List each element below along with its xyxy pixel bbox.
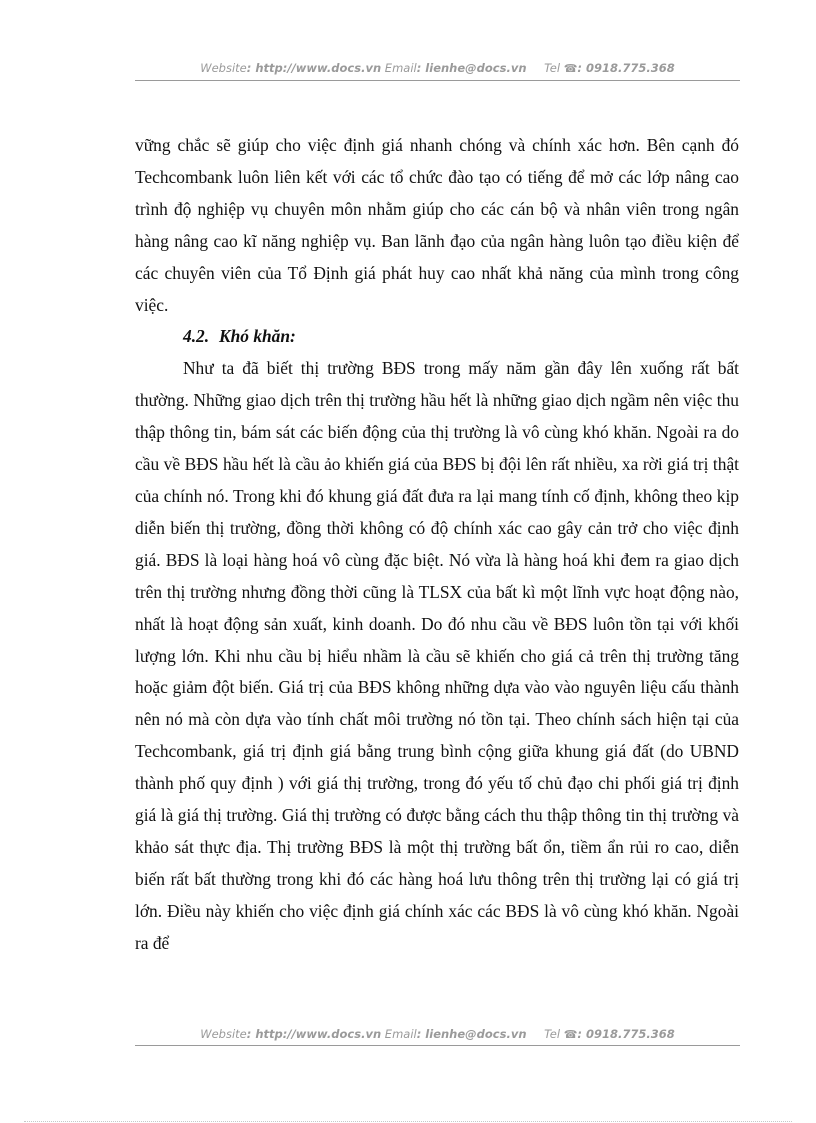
header-website-label: Website	[200, 61, 247, 75]
header-email-value[interactable]: : lienhe@docs.vn	[416, 61, 527, 75]
footer-email-label: Email	[384, 1027, 417, 1041]
footer-tel-label: Tel	[544, 1027, 561, 1041]
footer-website-url[interactable]: : http://www.docs.vn	[246, 1027, 382, 1041]
page-boundary	[24, 1121, 792, 1122]
section-heading	[135, 321, 739, 353]
footer-tel-value: : 0918.775.368	[577, 1027, 675, 1041]
header-tel-label: Tel	[544, 61, 561, 75]
page-header	[135, 61, 740, 75]
footer-email-value[interactable]: : lienhe@docs.vn	[416, 1027, 527, 1041]
header-rule	[135, 80, 740, 81]
paragraph-continuation: vững chắc sẽ giúp cho việc định giá nhanh chóng và chính xác hơn. Bên cạnh đó Techcombank luôn liên kết với các tổ chức đào tạo có tiếng để mở các lớp nâng cao trình độ nghiệp vụ chuyên môn nhằm giúp cho các cán bộ và nhân viên trong ngân hàng nâng cao kĩ năng nghiệp vụ. Ban lãnh đạo của ngân hàng luôn tạo điều kiện để các chuyên viên của Tổ Định giá phát huy cao nhất khả năng của mình trong công việc.	[135, 135, 739, 315]
header-email-label: Email	[384, 61, 417, 75]
footer-website-label: Website	[200, 1027, 247, 1041]
document-body	[135, 130, 739, 960]
footer-rule	[135, 1045, 740, 1046]
section-number: 4.2.	[183, 326, 210, 347]
page-footer	[135, 1027, 740, 1041]
header-tel-value: : 0918.775.368	[577, 61, 675, 75]
section-title: Khó khăn:	[219, 326, 296, 347]
paragraph-difficulties: Như ta đã biết thị trường BĐS trong mấy năm gần đây lên xuống rất bất thường. Những giao dịch trên thị trường hầu hết là những giao dịch ngầm nên việc thu thập thông tin, bám sát các biến động của thị trường là vô cùng khó khăn. Ngoài ra do cầu về BĐS hầu hết là cầu ảo khiến giá của BĐS bị đội lên rất nhiều, xa rời giá trị thật của chính nó. Trong khi đó khung giá đất đưa ra lại mang tính cố định, không theo kịp diễn biến thị trường, đồng thời không có độ chính xác cao gây cản trở cho việc định giá. BĐS là loại hàng hoá vô cùng đặc biệt. Nó vừa là hàng hoá khi đem ra giao dịch trên thị trường nhưng đồng thời cũng là TLSX của bất kì một lĩnh vực hoạt động nào, nhất là hoạt động sản xuất, kinh doanh. Do đó nhu cầu về BĐS luôn tồn tại với khối lượng lớn. Khi nhu cầu bị hiểu nhầm là cầu sẽ khiến cho giá cả trên thị trường tăng hoặc giảm đột biến. Giá trị của BĐS không những dựa vào vào nguyên liệu cấu thành nên nó mà còn dựa vào tính chất môi trường nó tồn tại. Theo chính sách hiện tại của Techcombank, giá trị định giá bằng trung bình cộng giữa khung giá đất (do UBND thành phố quy định ) với giá thị trường, trong đó yếu tố chủ đạo chi phối giá trị định giá là giá thị trường. Giá thị trường có được bằng cách thu thập thông tin thị trường và khảo sát thực địa. Thị trường BĐS là một thị trường bất ổn, tiềm ẩn rủi ro cao, diễn biến rất bất thường trong khi đó các hàng hoá lưu thông trên thị trường lại có giá trị lớn. Điều này khiến cho việc định giá chính xác các BĐS là vô cùng khó khăn. Ngoài ra để	[135, 358, 739, 953]
phone-icon: ☎	[563, 62, 578, 75]
phone-icon: ☎	[563, 1028, 578, 1041]
header-website-url[interactable]: : http://www.docs.vn	[246, 61, 382, 75]
